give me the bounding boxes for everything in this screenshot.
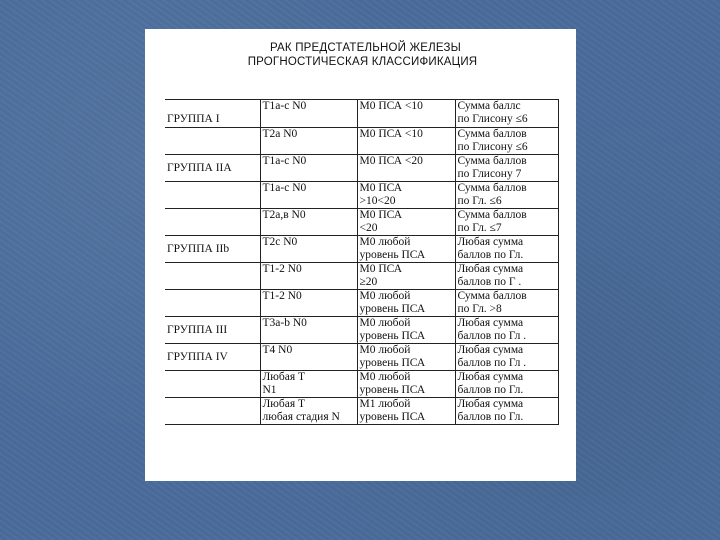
stage-cell-line: Любая Т — [262, 371, 306, 383]
stage-cell — [260, 290, 357, 317]
table-row — [165, 155, 558, 182]
stage-cell — [260, 344, 357, 371]
psa-cell — [357, 398, 455, 425]
gleason-cell-line: Любая сумма — [457, 236, 524, 248]
psa-cell-line: M1 любой — [359, 398, 411, 410]
stage-cell — [260, 263, 357, 290]
table-row — [165, 236, 558, 263]
stage-cell-line: T1-2 N0 — [262, 263, 302, 275]
classification-table-body — [165, 100, 558, 425]
psa-cell — [357, 344, 455, 371]
group-cell: ГРУППА IV — [165, 344, 260, 371]
psa-cell-line: >10<20 — [359, 195, 396, 207]
gleason-cell — [455, 100, 558, 128]
table-row — [165, 209, 558, 236]
stage-cell-line: T2a N0 — [262, 128, 298, 140]
gleason-cell-line: по Глисону ≤6 — [457, 141, 528, 153]
gleason-cell-line: по Глисону ≤6 — [457, 113, 528, 125]
table-row — [165, 398, 558, 425]
gleason-cell — [455, 128, 558, 155]
stage-cell — [260, 100, 357, 128]
table-row — [165, 182, 558, 209]
document-subtitle: ПРОГНОСТИЧЕСКАЯ КЛАССИФИКАЦИЯ — [247, 56, 478, 68]
gleason-cell-line: баллов по Гл. — [457, 384, 524, 396]
gleason-cell-line: по Гл. ≤7 — [457, 222, 502, 234]
psa-cell-line: уровень ПСА — [359, 330, 426, 342]
psa-cell-line: M0 ПСА — [359, 182, 403, 194]
stage-cell — [260, 398, 357, 425]
stage-cell-line: T1a-c N0 — [262, 182, 307, 194]
gleason-cell — [455, 182, 558, 209]
document-page — [145, 29, 576, 481]
psa-cell-line: ≥20 — [359, 276, 378, 288]
group-cell: ГРУППА I — [165, 100, 260, 128]
gleason-cell-line: Любая сумма — [457, 263, 524, 275]
stage-cell — [260, 371, 357, 398]
gleason-cell-line: баллов по Гл . — [457, 357, 527, 369]
gleason-cell-line: Сумма баллс — [457, 100, 521, 112]
psa-cell-line: M0 ПСА <20 — [359, 155, 423, 167]
stage-cell-line: T2c N0 — [262, 236, 298, 248]
psa-cell — [357, 317, 455, 344]
psa-cell-line: M0 ПСА <10 — [359, 100, 423, 112]
psa-cell-line: M0 любой — [359, 344, 411, 356]
psa-cell-line: уровень ПСА — [359, 303, 426, 315]
stage-cell — [260, 236, 357, 263]
group-cell: ГРУППА IIb — [165, 236, 260, 263]
gleason-cell-line: Сумма баллов — [457, 128, 527, 140]
stage-cell-line: T1a-c N0 — [262, 100, 307, 112]
gleason-cell-line: баллов по Гл . — [457, 330, 527, 342]
psa-cell — [357, 263, 455, 290]
gleason-cell-line: Сумма баллов — [457, 290, 527, 302]
gleason-cell-line: Любая сумма — [457, 344, 524, 356]
stage-cell — [260, 209, 357, 236]
table-row — [165, 128, 558, 155]
psa-cell-line: <20 — [359, 222, 378, 234]
gleason-cell — [455, 263, 558, 290]
gleason-cell — [455, 344, 558, 371]
gleason-cell — [455, 155, 558, 182]
gleason-cell-line: по Глисону 7 — [457, 168, 522, 180]
table-row — [165, 290, 558, 317]
gleason-cell — [455, 236, 558, 263]
stage-cell-line: T2a,в N0 — [262, 209, 306, 221]
document-title: РАК ПРЕДСТАТЕЛЬНОЙ ЖЕЛЕЗЫ — [269, 42, 462, 54]
gleason-cell-line: Сумма баллов — [457, 209, 527, 221]
stage-cell-line: T3a-b N0 — [262, 317, 307, 329]
table-row — [165, 371, 558, 398]
stage-cell-line: T1-2 N0 — [262, 290, 302, 302]
gleason-cell-line: Любая сумма — [457, 398, 524, 410]
group-cell — [165, 209, 260, 236]
psa-cell-line: M0 ПСА <10 — [359, 128, 423, 140]
psa-cell — [357, 100, 455, 128]
group-cell: ГРУППА III — [165, 317, 260, 344]
stage-cell — [260, 182, 357, 209]
psa-cell — [357, 290, 455, 317]
psa-cell-line: M0 любой — [359, 290, 411, 302]
psa-cell-line: уровень ПСА — [359, 384, 426, 396]
psa-cell — [357, 236, 455, 263]
psa-cell-line: уровень ПСА — [359, 249, 426, 261]
group-cell — [165, 371, 260, 398]
psa-cell-line: уровень ПСА — [359, 411, 426, 423]
psa-cell-line: уровень ПСА — [359, 357, 426, 369]
gleason-cell-line: баллов по Гл. — [457, 411, 524, 423]
psa-cell — [357, 155, 455, 182]
gleason-cell-line: баллов по Г . — [457, 276, 522, 288]
psa-cell-line: M0 любой — [359, 317, 411, 329]
table-row — [165, 344, 558, 371]
stage-cell-line: любая стадия N — [262, 411, 340, 423]
gleason-cell-line: по Гл. ≤6 — [457, 195, 502, 207]
psa-cell-line: M0 любой — [359, 371, 411, 383]
stage-cell-line: N1 — [262, 384, 277, 396]
gleason-cell-line: Любая сумма — [457, 371, 524, 383]
stage-cell — [260, 128, 357, 155]
psa-cell — [357, 371, 455, 398]
psa-cell — [357, 182, 455, 209]
psa-cell-line: M0 любой — [359, 236, 411, 248]
table-row — [165, 317, 558, 344]
table-row — [165, 100, 558, 128]
stage-cell-line: T4 N0 — [262, 344, 293, 356]
table-row — [165, 263, 558, 290]
group-cell — [165, 263, 260, 290]
group-cell: ГРУППА IIA — [165, 155, 260, 182]
psa-cell-line: M0 ПСА — [359, 209, 403, 221]
gleason-cell — [455, 398, 558, 425]
psa-cell-line: M0 ПСА — [359, 263, 403, 275]
classification-table — [165, 99, 559, 425]
gleason-cell-line: Сумма баллов — [457, 155, 527, 167]
group-cell — [165, 290, 260, 317]
gleason-cell-line: по Гл. >8 — [457, 303, 502, 315]
psa-cell — [357, 209, 455, 236]
group-cell — [165, 398, 260, 425]
stage-cell-line: Любая Т — [262, 398, 306, 410]
group-cell — [165, 128, 260, 155]
group-cell — [165, 182, 260, 209]
gleason-cell-line: Любая сумма — [457, 317, 524, 329]
stage-cell — [260, 317, 357, 344]
gleason-cell — [455, 317, 558, 344]
gleason-cell-line: баллов по Гл. — [457, 249, 524, 261]
gleason-cell — [455, 371, 558, 398]
psa-cell — [357, 128, 455, 155]
stage-cell — [260, 155, 357, 182]
gleason-cell — [455, 209, 558, 236]
gleason-cell-line: Сумма баллов — [457, 182, 527, 194]
stage-cell-line: T1a-c N0 — [262, 155, 307, 167]
gleason-cell — [455, 290, 558, 317]
